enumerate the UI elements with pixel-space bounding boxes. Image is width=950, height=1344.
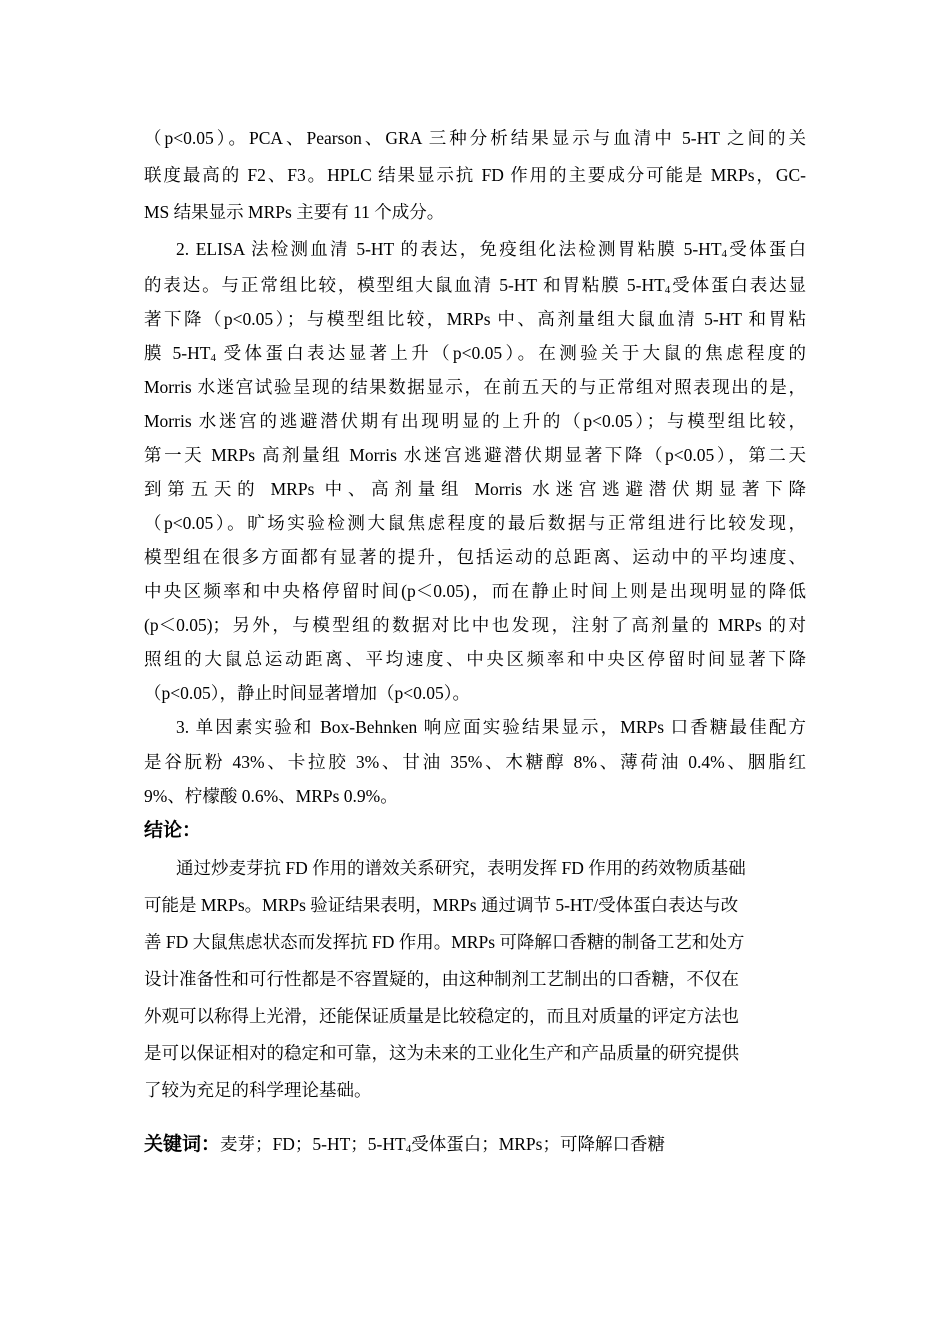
- results-2-line: 的表达。与正常组比较，模型组大鼠血清 5-HT 和胃粘膜 $5-HT_4$受体蛋白表达显: [144, 275, 807, 296]
- keywords-label: 关键词：: [144, 1134, 221, 1155]
- results-2-line: 到第五天的 MRPs 中、高剂量组 Morris 水迷宫逃避潜伏期显著下降: [144, 479, 806, 499]
- results-3-line: 9%、柠檬酸 0.6%、MRPs 0.9%。: [144, 786, 398, 806]
- results-2-line: 著下降（p<0.05）；与模型组比较，MRPs 中、高剂量组大鼠血清 5-HT 和胃粘: [144, 309, 806, 329]
- results-2-line: 模型组在很多方面都有显著的提升，包括运动的总距离、运动中的平均速度、: [144, 547, 806, 567]
- results-2-line: （p<0.05），静止时间显著增加（p<0.05）。: [144, 683, 470, 703]
- conclusion-line: 外观可以称得上光滑，还能保证质量是比较稳定的，而且对质量的评定方法也: [144, 1006, 739, 1026]
- keywords-text-a: 麦芽；FD；5-HT；5-HT: [220, 1134, 406, 1154]
- conclusion-line: 通过炒麦芽抗 FD 作用的谱效关系研究，表明发挥 FD 作用的药效物质基础: [176, 858, 746, 878]
- results-2-line: 2. ELISA 法检测血清 5-HT 的表达，免疫组化法检测胃粘膜 $5-HT_4$受体蛋白: [176, 239, 806, 260]
- keywords-line: 关键词：麦芽；FD；5-HT；$5-HT_4$受体蛋白；MRPs；可降解口香糖: [144, 1134, 665, 1155]
- results-2-line: 中央区频率和中央格停留时间(p＜0.05)，而在静止时间上则是出现明显的降低: [144, 581, 806, 601]
- conclusion-line: 设计准备性和可行性都是不容置疑的，由这种制剂工艺制出的口香糖，不仅在: [144, 969, 739, 989]
- conclusion-line: 是可以保证相对的稳定和可靠，这为未来的工业化生产和产品质量的研究提供: [144, 1043, 739, 1063]
- results-2-line: 膜 $5-HT_4$ 受体蛋白表达显著上升（p<0.05）。在测验关于大鼠的焦虑程度的: [144, 343, 807, 364]
- results-2-line: (p＜0.05)；另外，与模型组的数据对比中也发现，注射了高剂量的 MRPs 的对: [144, 615, 806, 635]
- results-line: （p<0.05）。PCA、Pearson、GRA 三种分析结果显示与血清中 5-HT 之间的关: [144, 128, 806, 148]
- results-line: 联度最高的 F2、F3。HPLC 结果显示抗 FD 作用的主要成分可能是 MRPs，GC-: [144, 165, 806, 185]
- results-2-line: 第一天 MRPs 高剂量组 Morris 水迷宫逃避潜伏期显著下降（p<0.05），第二天: [144, 445, 806, 465]
- conclusion-line: 善 FD 大鼠焦虑状态而发挥抗 FD 作用。MRPs 可降解口香糖的制备工艺和处方: [144, 932, 745, 952]
- conclusion-line: 了较为充足的科学理论基础。: [144, 1080, 372, 1100]
- results-3-line: 3. 单因素实验和 Box-Behnken 响应面实验结果显示，MRPs 口香糖最佳配方: [176, 717, 806, 737]
- results-2-line: Morris 水迷宫试验呈现的结果数据显示，在前五天的与正常组对照表现出的是，: [144, 377, 806, 397]
- results-line: MS 结果显示 MRPs 主要有 11 个成分。: [144, 202, 445, 222]
- keywords-text-b: 受体蛋白；MRPs；可降解口香糖: [411, 1134, 665, 1154]
- conclusion-line: 可能是 MRPs。MRPs 验证结果表明，MRPs 通过调节 5-HT/受体蛋白表达与改: [144, 895, 739, 915]
- results-3-line: 是谷朊粉 43%、卡拉胶 3%、甘油 35%、木糖醇 8%、薄荷油 0.4%、胭脂红: [144, 752, 806, 772]
- results-2-line: （p<0.05）。旷场实验检测大鼠焦虑程度的最后数据与正常组进行比较发现，: [144, 513, 806, 533]
- results-2-line: 照组的大鼠总运动距离、平均速度、中央区频率和中央区停留时间显著下降: [144, 649, 806, 669]
- conclusion-heading: 结论：: [144, 820, 202, 841]
- results-2-line: Morris 水迷宫的逃避潜伏期有出现明显的上升的（p<0.05）；与模型组比较，: [144, 411, 806, 431]
